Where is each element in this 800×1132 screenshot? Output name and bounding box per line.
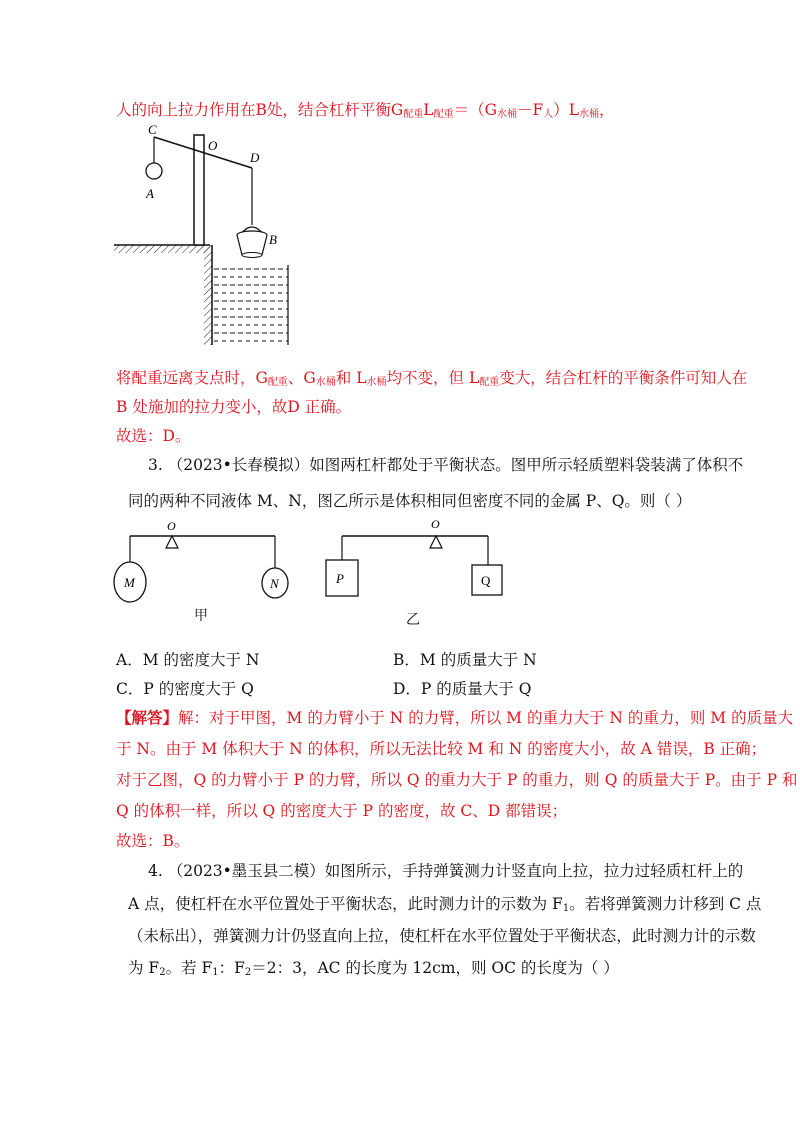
answer-line-4: Q 的体积一样，所以 Q 的密度大于 P 的密度，故 C、D 都错误； — [116, 802, 568, 820]
label-a: A — [146, 186, 154, 201]
fulcrum-yi — [430, 536, 442, 548]
solution-text-line-2: 将配重远离支点时，$G_{配重}$、$G_{水桶}$和 $L_{水桶}$均不变，但 $L_{配重}$变大，结合杠杆的平衡条件可知人在 — [116, 369, 748, 388]
solution-text-line-3: B 处施加的拉力变小，故D 正确。 — [116, 398, 352, 416]
water — [214, 269, 288, 341]
q4-line-1: 4. （2023•墨玉县二模）如图所示，手持弹簧测力计竖直向上拉，拉力过轻质杠杆上的 — [148, 862, 744, 880]
option-c: C．P 的密度大于 Q — [116, 680, 254, 698]
option-d: D．P 的质量大于 Q — [393, 680, 532, 698]
q3-line-2: 同的两种不同液体 M、N，图乙所示是体积相同但密度不同的金属 P、Q。则（ ） — [128, 492, 692, 510]
caption-jia: 甲 — [194, 608, 208, 624]
q3-line-1: 3. （2023•长春模拟）如图两杠杆都处于平衡状态。图甲所示轻质塑料袋装满了体积不 — [148, 456, 744, 474]
answer-tag: 【解答】 — [116, 708, 179, 727]
answer-line-3: 对于乙图，Q 的力臂小于 P 的力臂，所以 Q 的重力大于 P 的重力，则 Q 的质量大于 P。由于 P 和 — [116, 771, 798, 789]
svg-text:O: O — [431, 517, 440, 531]
svg-text:Q: Q — [481, 573, 491, 588]
q4-line-3: （未标出），弹簧测力计仍竖直向上拉，使杠杆在水平位置处于平衡状态，此时测力计的示数 — [128, 927, 756, 945]
option-a: A．M 的密度大于 N — [116, 651, 260, 669]
wall-hatch — [204, 245, 212, 345]
lever-bucket-figure — [112, 125, 302, 347]
counterweight-a — [146, 163, 162, 179]
svg-text:O: O — [167, 519, 176, 533]
answer-line-1: 【解答】解：对于甲图，M 的力臂小于 N 的力臂，所以 M 的重力大于 N 的重力，则 M 的质量大 — [116, 708, 794, 727]
solution-choice-line: 故选：D。 — [116, 427, 191, 445]
svg-text:M: M — [124, 575, 135, 590]
svg-text:N: N — [270, 576, 279, 591]
label-b: B — [269, 232, 277, 247]
q4-line-2: A 点，使杠杆在水平位置处于平衡状态，此时测力计的示数为 $F_1$。若将弹簧测力计移到 C 点 — [128, 895, 762, 914]
option-b: B．M 的质量大于 N — [393, 651, 537, 669]
answer-choice: 故选：B。 — [116, 832, 190, 850]
label-o: O — [208, 138, 218, 153]
svg-text:P: P — [336, 571, 344, 586]
answer-line-2: 于 N。由于 M 体积大于 N 的体积，所以无法比较 M 和 N 的密度大小，故 A 错误，B 正确； — [116, 740, 767, 758]
label-c: C — [148, 125, 157, 137]
figure-yi — [318, 515, 518, 605]
solution-text-line-1: 人的向上拉力作用在B处，结合杠杆平衡$G_{配重}L_{配重}=(G_{水桶}-F_人)L_{水桶}$， — [116, 101, 615, 120]
fulcrum-jia — [166, 536, 178, 548]
label-d: D — [250, 150, 260, 165]
q4-line-4: 为 $F_2$。若 $F_1$：$F_2=2$：3，AC 的长度为 12cm，则 OC 的长度为（ ） — [128, 959, 619, 978]
caption-yi: 乙 — [406, 612, 420, 628]
ground-hatch — [114, 245, 210, 253]
